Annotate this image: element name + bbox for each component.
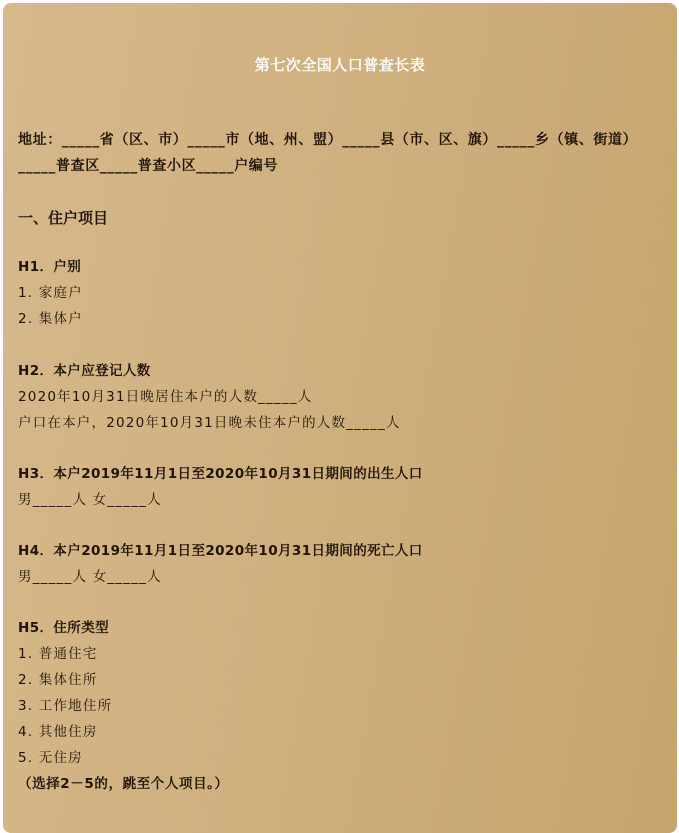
skip-note: （选择2－5的，跳至个人项目。）: [18, 776, 229, 792]
question-h5: [18, 615, 663, 797]
question-label: H1．户别: [18, 259, 82, 275]
option-item: 5. 无住房: [18, 750, 83, 766]
option-item: 1. 家庭户: [18, 285, 83, 301]
question-label: H3．本户2019年11月1日至2020年10月31日期间的出生人口: [18, 466, 423, 482]
option-item: 3. 工作地住所: [18, 698, 113, 714]
question-label: H5．住所类型: [18, 620, 109, 636]
option-item: 4. 其他住房: [18, 724, 98, 740]
question-label: H2．本户应登记人数: [18, 363, 151, 379]
text-line: 男_____人 女_____人: [18, 569, 162, 585]
question-label: H4．本户2019年11月1日至2020年10月31日期间的死亡人口: [18, 543, 423, 559]
question-h3: [18, 461, 663, 513]
section-heading: 一、住户项目: [18, 209, 109, 227]
question-h4: [18, 538, 663, 590]
option-item: 2. 集体住所: [18, 672, 98, 688]
form-title: 第七次全国人口普查长表: [254, 56, 426, 74]
text-line: 2020年10月31日晚居住本户的人数_____人: [18, 389, 313, 405]
text-line: 户口在本户，2020年10月31日晚未住本户的人数_____人: [18, 415, 401, 431]
form-card: [3, 3, 677, 833]
option-item: 2. 集体户: [18, 311, 83, 327]
question-h1: [18, 254, 663, 332]
question-h2: [18, 358, 663, 436]
address-line: 地址：_____省（区、市）_____市（地、州、盟）_____县（市、区、旗）_____乡（镇、街道）_____普查区_____普查小区_____户编号: [18, 132, 638, 174]
option-item: 1. 普通住宅: [18, 646, 98, 662]
text-line: 男_____人 女_____人: [18, 492, 162, 508]
